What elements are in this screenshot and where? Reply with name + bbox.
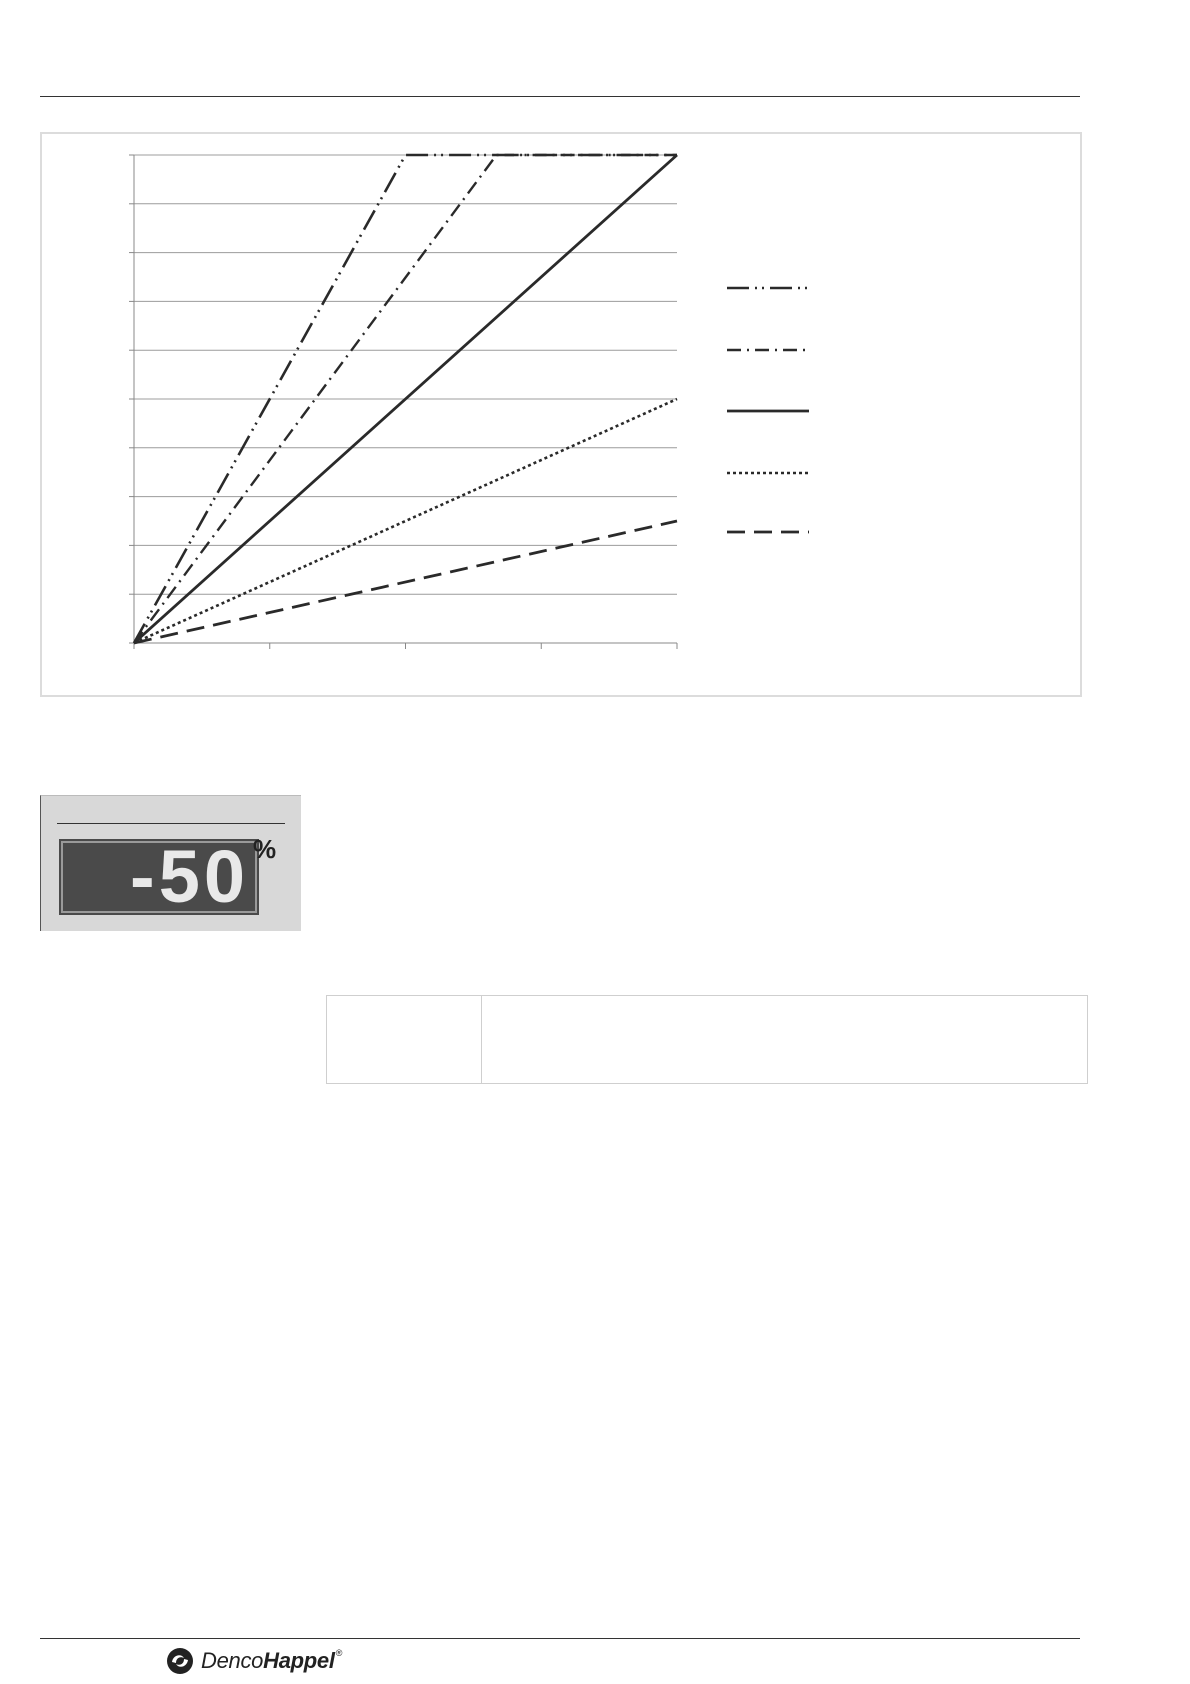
info-table-label-cell [327, 996, 482, 1083]
info-table [326, 995, 1088, 1084]
display-rule [57, 823, 285, 824]
brand-registered-mark: ® [335, 1648, 343, 1658]
brand-logo [165, 1646, 342, 1676]
series-line-4 [134, 399, 677, 643]
line-chart [42, 134, 1080, 695]
display-value: -50 [130, 835, 249, 918]
logo-swirl-icon [165, 1646, 195, 1676]
display-unit: % [253, 834, 277, 864]
header-rule [40, 96, 1080, 97]
controller-display [40, 795, 301, 931]
brand-suffix: Happel [263, 1648, 335, 1673]
series-line-5 [134, 521, 677, 643]
footer-rule [40, 1638, 1080, 1639]
brand-name [201, 1648, 342, 1674]
chart-frame [40, 132, 1082, 697]
info-table-content-cell [482, 996, 1087, 1083]
display-screen [61, 835, 257, 918]
chart-legend [727, 288, 809, 532]
brand-prefix: Denco [201, 1648, 264, 1673]
chart-grid [134, 155, 677, 594]
